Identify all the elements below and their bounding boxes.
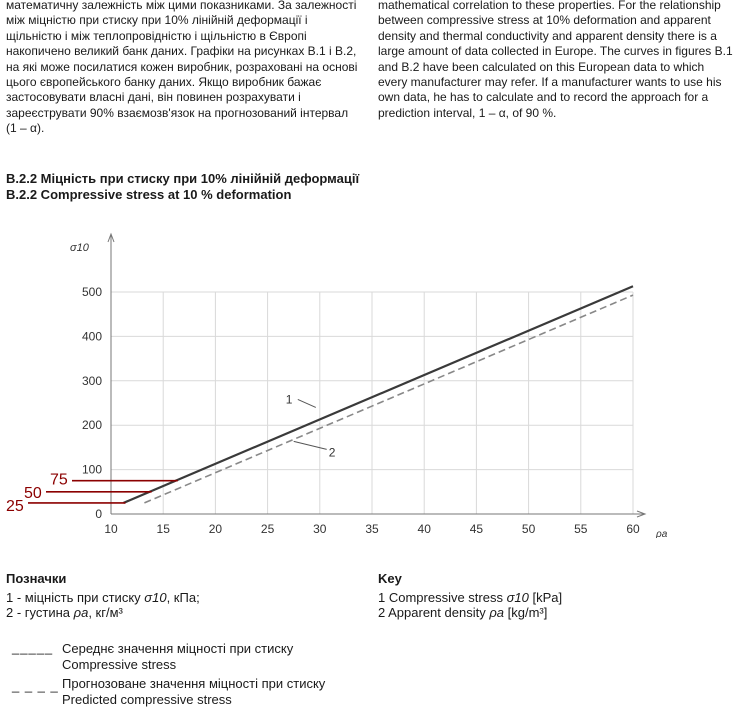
x-axis-label: ρa	[656, 529, 668, 538]
legend-solid-symbol: _____	[12, 640, 54, 655]
key-en-item-2: 2 Apparent density ρa [kg/m³]	[378, 605, 548, 620]
series-1-label: 1	[285, 392, 293, 407]
key-title-uk: Позначки	[6, 571, 67, 586]
series-1-callout-line	[298, 399, 316, 407]
x-tick-label: 20	[208, 522, 223, 536]
legend-dashed-uk: Прогнозоване значення міцності при стиску	[62, 676, 326, 691]
legend-solid-en: Compressive stress	[62, 657, 177, 672]
x-tick-label: 55	[574, 522, 588, 536]
annotation-label-50: 50	[24, 484, 42, 502]
x-tick-label: 40	[417, 522, 431, 536]
y-tick-label: 400	[81, 329, 102, 344]
series-1-line	[124, 286, 633, 503]
series-2-label: 2	[328, 445, 336, 460]
y-axis-label: σ10	[70, 242, 89, 254]
legend-dashed-symbol: _ _ _ _	[12, 678, 59, 693]
legend-dashed-en: Predicted compressive stress	[62, 692, 232, 707]
y-tick-label: 100	[81, 462, 102, 477]
annotation-label-75: 75	[50, 471, 68, 489]
x-tick-label: 15	[156, 522, 170, 536]
legend-solid-uk: Середнє значення міцності при стиску	[62, 641, 294, 656]
y-tick-label: 300	[81, 373, 102, 388]
y-tick-label: 200	[81, 418, 102, 433]
x-tick-label: 10	[104, 522, 118, 536]
y-tick-label: 0	[95, 507, 102, 521]
intro-text-uk: математичну залежність між цими показниками. За залежності між міцністю при стиску при 10% лінійній деформації і щільністю і між теплопровідністю і щільністю в Європі накопичено великий банк даних. Графіки на рисунках В.1 і В.2, на які може посилатися кожен виробник, розраховані на основі цього європейського банку даних. Якщо виробник бажає застосовувати власні дані, він повинен розрахувати і зареєструвати 90% взаємозв'язок на прогнозований інтервал (1 – α).	[6, 0, 358, 136]
key-uk-item-1: 1 - міцність при стиску σ10, кПа;	[6, 589, 200, 605]
section-heading-uk: В.2.2 Міцність при стиску при 10% лінійній деформації	[6, 171, 360, 186]
x-tick-label: 30	[313, 522, 327, 536]
x-tick-label: 60	[626, 522, 640, 536]
key-en	[378, 571, 562, 621]
key-en-item-1: 1 Compressive stress σ10 [kPa]	[378, 589, 563, 605]
intro-text-en: mathematical correlation to these properties. For the relationship between compressive stress at 10% deformation and apparent density and thermal conductivity and apparent density there is a large amount of data collected in Europe. The curves in figures B.1 and B.2 have been calculated on this European data to which every manufacturer may refer. If a manufacturer wants to use his own data, he has to calculate and to record the approach for a prediction interval, 1 – α, of 90 %.	[378, 0, 733, 120]
x-tick-label: 50	[521, 522, 536, 536]
key-uk-item-2: 2 - густина ρa, кг/м³	[6, 605, 123, 620]
key-uk	[6, 571, 200, 621]
key-title-en: Key	[378, 571, 402, 586]
y-tick-label: 500	[81, 285, 102, 299]
x-tick-label: 25	[260, 522, 275, 536]
annotation-label-25: 25	[6, 497, 24, 515]
x-tick-label: 45	[469, 522, 484, 536]
compressive-stress-chart	[0, 228, 737, 538]
series-2-line	[144, 295, 633, 503]
series-2-callout-line	[294, 441, 327, 449]
x-tick-label: 35	[365, 522, 379, 536]
section-heading-en: B.2.2 Compressive stress at 10 % deformation	[6, 187, 292, 202]
